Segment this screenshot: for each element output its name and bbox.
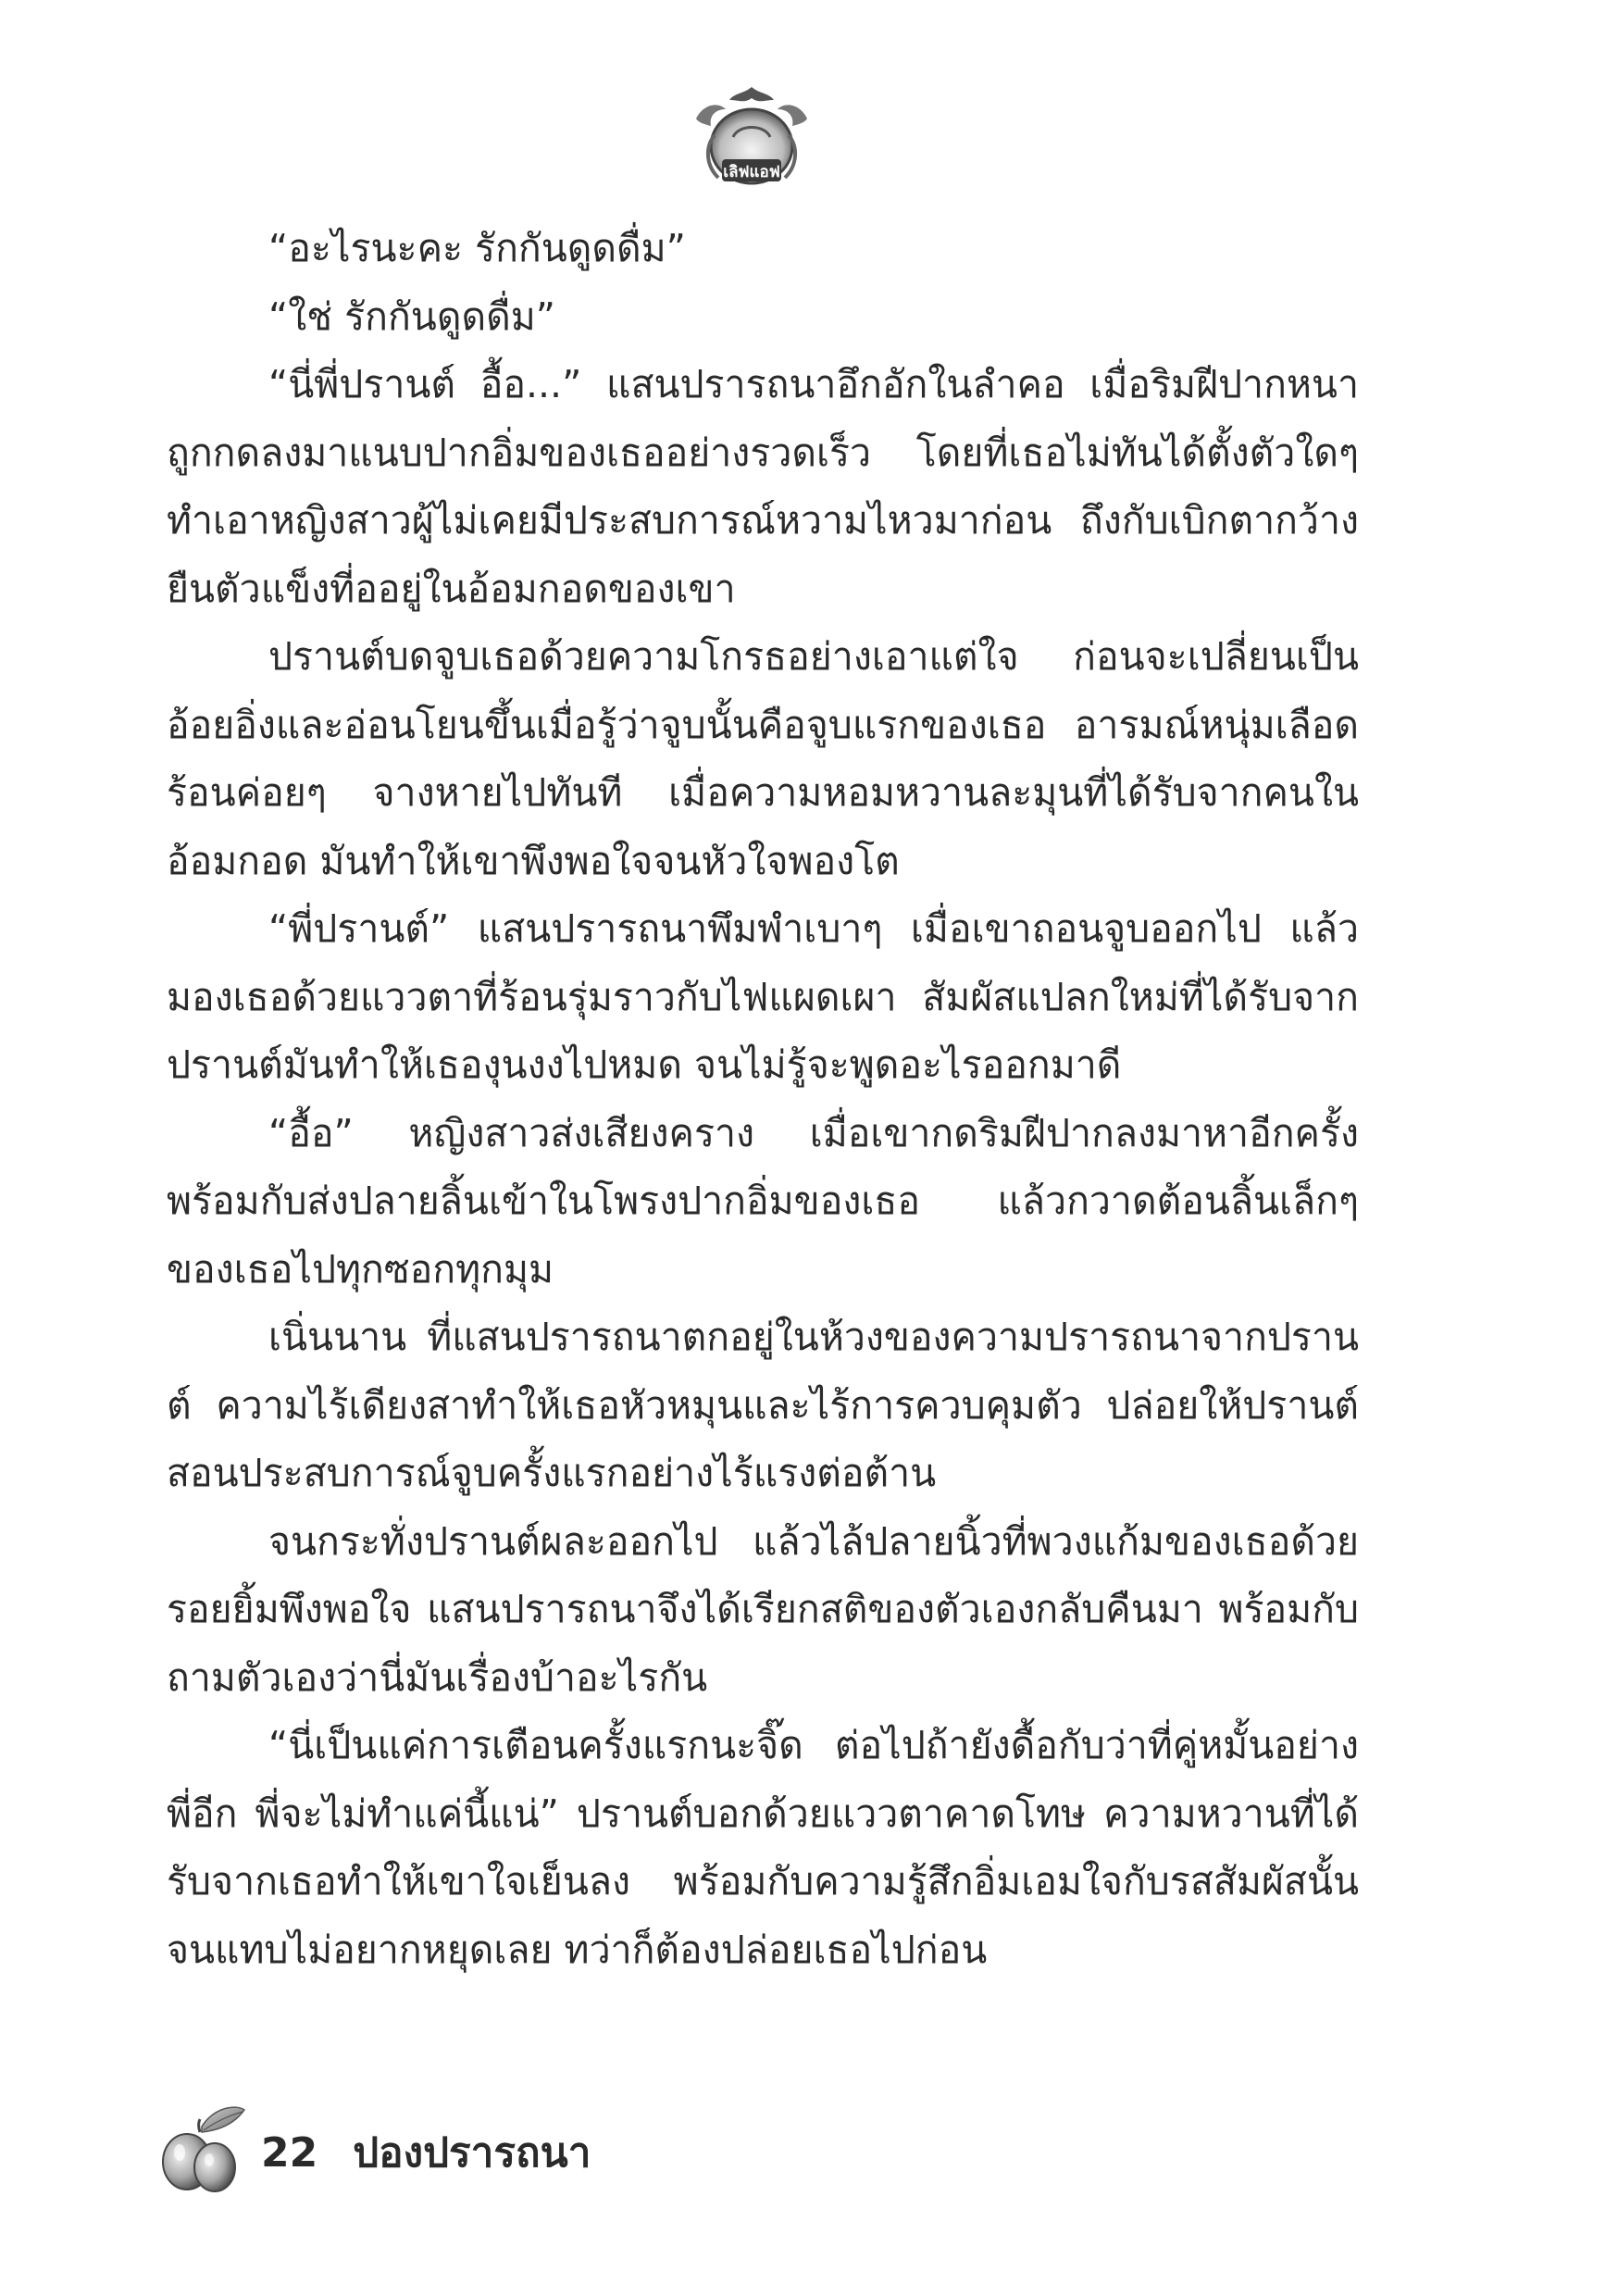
book-title: ปองปรารถนา: [353, 2129, 591, 2177]
paragraph: “ใช่ รักกันดูดดื่ม”: [268, 293, 555, 339]
emblem-label: เลิฟแอฟ: [723, 163, 780, 181]
paragraph: “นี่เป็นแค่การเตือนครั้งแรกนะจิ๊ด ต่อไปถ้ายังดื้อกับว่าที่คู่หมั้นอย่างพี่อีก พี่จะไม่ทำแค่นี้แน่” ปรานต์บอกด้วยแววตาคาดโทษ ความหวานที่ได้รับจากเธอทำให้เขาใจเย็นลง พร้อมกับความรู้สึกอิ่มเอมใจกับรสสัมผัสนั้นจนแทบไม่อยากหยุดเลย ทว่าก็ต้องปล่อยเธอไปก่อน: [167, 1723, 1359, 1972]
page-footer: [156, 2094, 591, 2196]
page-number: 22: [261, 2128, 318, 2177]
mango-fruit-icon: [156, 2095, 248, 2195]
paragraph: เนิ่นนาน ที่แสนปรารถนาตกอยู่ในห้วงของความปรารถนาจากปรานต์ ความไร้เดียงสาทำให้เธอหัวหมุนและไร้การควบคุมตัว ปล่อยให้ปรานต์สอนประสบการณ์จูบครั้งแรกอย่างไร้แรงต่อต้าน: [167, 1315, 1359, 1495]
ornamental-crest-icon: [678, 81, 826, 191]
paragraph: “พี่ปรานต์” แสนปรารถนาพึมพำเบาๆ เมื่อเขาถอนจูบออกไป แล้วมองเธอด้วยแววตาที่ร้อนรุ่มราวกับไฟแผดเผา สัมผัสแปลกใหม่ที่ได้รับจากปรานต์มันทำให้เธองุนงงไปหมด จนไม่รู้จะพูดอะไรออกมาดี: [167, 906, 1359, 1087]
paragraph: “อื้อ” หญิงสาวส่งเสียงคราง เมื่อเขากดริมฝีปากลงมาหาอีกครั้งพร้อมกับส่งปลายลิ้นเข้าในโพรงปากอิ่มของเธอ แล้วกวาดต้อนลิ้นเล็กๆ ของเธอไปทุกซอกทุกมุม: [167, 1110, 1359, 1292]
paragraph: จนกระทั่งปรานต์ผละออกไป แล้วไล้ปลายนิ้วที่พวงแก้มของเธอด้วยรอยยิ้มพึงพอใจ แสนปรารถนาจึงได้เรียกสติของตัวเองกลับคืนมา พร้อมกับถามตัวเองว่านี่มันเรื่องบ้าอะไรกัน: [167, 1518, 1359, 1700]
paragraph: “อะไรนะคะ รักกันดูดดื่ม”: [268, 226, 686, 270]
paragraph: “นี่พี่ปรานต์ อื้อ...” แสนปรารถนาอึกอักในลำคอ เมื่อริมฝีปากหนาถูกกดลงมาแนบปากอิ่มของเธออย่างรวดเร็ว โดยที่เธอไม่ทันได้ตั้งตัวใดๆ ทำเอาหญิงสาวผู้ไม่เคยมีประสบการณ์หวามไหวมาก่อน ถึงกับเบิกตากว้าง ยืนตัวแข็งที่ออยู่ในอ้อมกอดของเขา: [167, 362, 1359, 611]
paragraph: ปรานต์บดจูบเธอด้วยความโกรธอย่างเอาแต่ใจ ก่อนจะเปลี่ยนเป็นอ้อยอิ่งและอ่อนโยนขึ้นเมื่อรู้ว่าจูบนั้นคือจูบแรกของเธอ อารมณ์หนุ่มเลือดร้อนค่อยๆ จางหายไปทันที เมื่อความหอมหวานละมุนที่ได้รับจากคนในอ้อมกอด มันทำให้เขาพึงพอใจจนหัวใจพองโต: [167, 634, 1359, 883]
story-body: [167, 215, 1359, 1984]
header-emblem: [678, 81, 826, 191]
